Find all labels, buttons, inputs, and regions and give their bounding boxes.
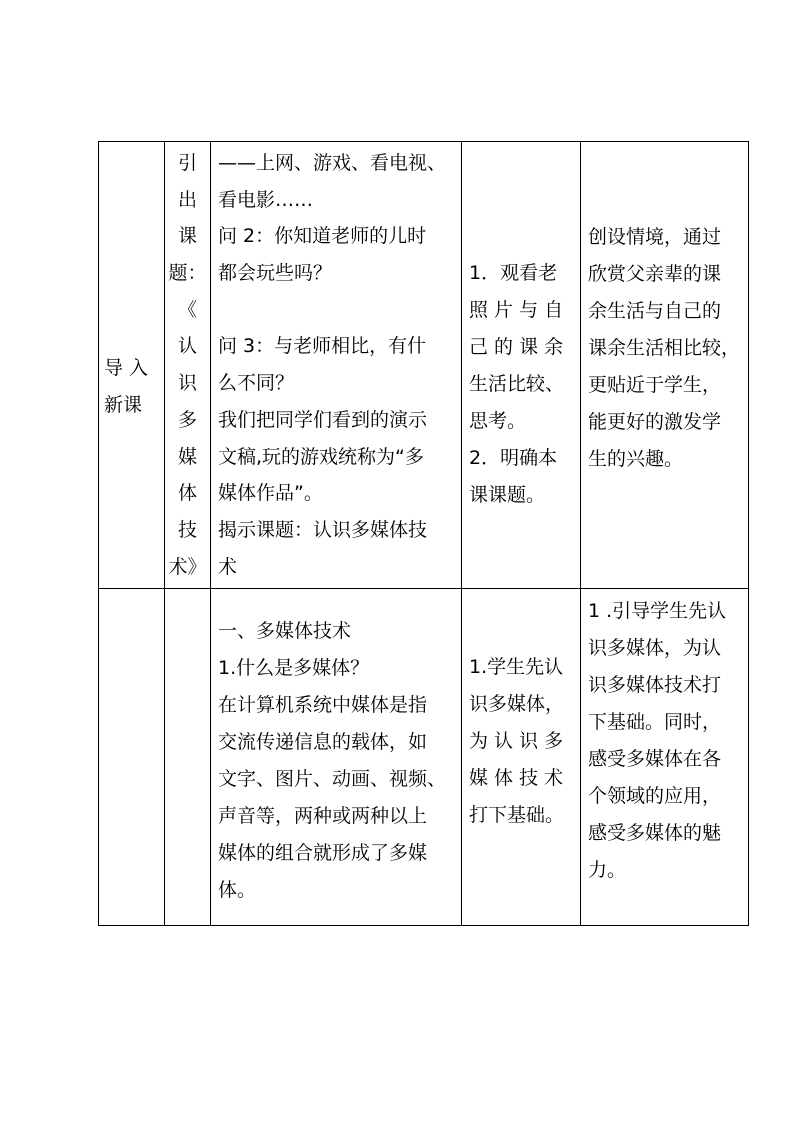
intent-line: 感受多媒体的魅 xyxy=(588,822,722,844)
content-cell xyxy=(218,145,458,585)
topic-char: 媒 xyxy=(177,445,197,468)
column-divider xyxy=(210,141,211,926)
design-intent-cell xyxy=(588,219,746,478)
table-border-right xyxy=(748,141,749,926)
intent-line: 余生活与自己的 xyxy=(588,300,722,322)
topic-char: 多 xyxy=(177,408,197,431)
student-line: 2．明确本 xyxy=(469,447,558,469)
content-cell xyxy=(218,613,458,909)
student-activity-cell xyxy=(469,255,577,514)
intent-line: 能更好的激发学 xyxy=(588,411,722,433)
content-line: 媒体的组合就形成了多媒 xyxy=(218,842,428,864)
intent-line: 力。 xyxy=(588,859,627,881)
topic-char: 体 xyxy=(177,482,197,505)
table-border-left xyxy=(98,141,99,926)
intent-line: 识多媒体技术打 xyxy=(588,674,722,696)
stage-cell xyxy=(104,350,162,424)
content-line: 问 3：与老师相比，有什 xyxy=(218,335,427,358)
student-line: 思考。 xyxy=(469,410,527,432)
intent-line: 感受多媒体在各 xyxy=(588,748,722,770)
student-line: 生活比较、 xyxy=(469,373,565,395)
intent-line: 课余生活相比较， xyxy=(588,337,741,359)
content-line: 么不同？ xyxy=(218,372,295,395)
intent-line: 创设情境，通过 xyxy=(588,226,722,248)
student-line: 1.学生先认 xyxy=(469,656,564,678)
topic-char: 识 xyxy=(177,372,197,395)
intent-line: 1 .引导学生先认 xyxy=(588,600,727,622)
content-line: 1.什么是多媒体？ xyxy=(218,657,370,679)
content-line: 术 xyxy=(218,555,238,578)
content-line: 我们把同学们看到的演示 xyxy=(218,408,428,431)
content-line: 问 2：你知道老师的儿时 xyxy=(218,225,427,248)
student-line: 1．观看老 xyxy=(469,262,558,284)
topic-char: 技 xyxy=(177,518,197,541)
content-line: 交流传递信息的载体，如 xyxy=(218,731,428,753)
intent-line: 识多媒体，为认 xyxy=(588,637,722,659)
intent-line: 更贴近于学生， xyxy=(588,374,722,396)
student-line: 己 的 课 余 xyxy=(469,336,564,358)
topic-char: 认 xyxy=(177,335,197,358)
content-line: 在计算机系统中媒体是指 xyxy=(218,694,428,716)
intent-line: 个领域的应用， xyxy=(588,785,722,807)
student-line: 照 片 与 自 xyxy=(469,299,564,321)
design-intent-cell xyxy=(588,593,746,889)
student-line: 课课题。 xyxy=(469,484,546,506)
content-line: 文稿,玩的游戏统称为“多 xyxy=(218,445,424,468)
stage-line: 导 入 xyxy=(104,357,149,379)
content-line: 看电影…… xyxy=(218,188,314,211)
content-line xyxy=(218,292,458,329)
student-line: 识多媒体， xyxy=(469,693,565,715)
content-line: 文字、图片、动画、视频、 xyxy=(218,768,447,790)
table-border-top xyxy=(98,141,749,142)
content-line: 声音等，两种或两种以上 xyxy=(218,805,428,827)
topic-char: 课 xyxy=(177,225,197,248)
topic-char: 《 xyxy=(177,298,197,321)
student-line: 媒 体 技 术 xyxy=(469,767,564,789)
table-border-bottom xyxy=(98,925,749,926)
topic-char: 术》 xyxy=(168,555,207,578)
content-line: ——上网、游戏、看电视、 xyxy=(218,152,447,174)
student-activity-cell xyxy=(469,649,577,834)
intent-line: 下基础。同时， xyxy=(588,711,722,733)
intent-line: 生的兴趣。 xyxy=(588,448,684,470)
content-line: 体。 xyxy=(218,879,257,901)
intent-line: 欣赏父亲辈的课 xyxy=(588,263,722,285)
content-line: 媒体作品”。 xyxy=(218,482,323,505)
stage-line: 新课 xyxy=(104,394,143,416)
student-line: 为 认 识 多 xyxy=(469,730,564,752)
column-divider xyxy=(580,141,581,926)
content-line: 一、多媒体技术 xyxy=(218,620,352,642)
content-line: 揭示课题：认识多媒体技 xyxy=(218,518,428,541)
content-line: 都会玩些吗？ xyxy=(218,262,333,285)
row-divider xyxy=(98,588,749,589)
topic-char: 引 xyxy=(177,152,197,174)
student-line: 打下基础。 xyxy=(469,804,565,826)
lesson-plan-table xyxy=(98,141,749,926)
topic-char: 出 xyxy=(177,188,197,211)
column-divider xyxy=(461,141,462,926)
topic-char: 题： xyxy=(168,262,207,285)
topic-cell xyxy=(165,145,210,585)
